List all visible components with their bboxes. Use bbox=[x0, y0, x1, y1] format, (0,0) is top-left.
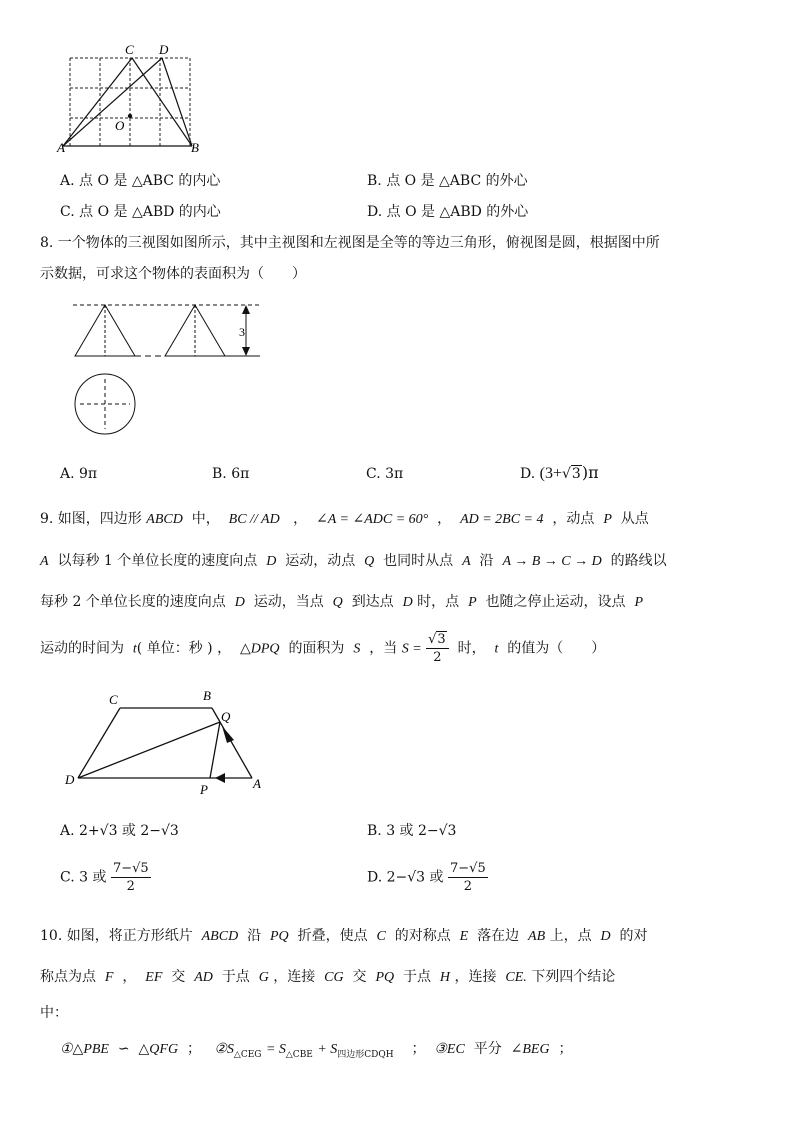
q8-stem-line1: 8. 一个物体的三视图如图所示，其中主视图和左视图是全等的等边三角形，俯视图是圆，根据图中所 bbox=[40, 235, 660, 251]
q9-stem-line2: A 以每秒 1 个单位长度的速度向点 D 运动，动点 Q 也同时从点 A 沿 A → B → C → D 的路线以 bbox=[40, 553, 667, 569]
q9-figure bbox=[60, 686, 270, 798]
q8-option-d-rad: 3 bbox=[571, 466, 581, 482]
fig9-label-c: C bbox=[109, 692, 118, 707]
q9-option-b: B. 3 或 2−√3 bbox=[367, 823, 457, 839]
q9-stem-line4: 运动的时间为 t( 单位：秒 ) ， △DPQ 的面积为 S ，当 S = $\frac{√3}{2}$ 时， t 的值为（ ） bbox=[40, 632, 606, 665]
q7-option-a: A. 点 O 是 △ABC 的内心 bbox=[60, 173, 221, 189]
q9-option-d: D. 2−√3 或 $\frac{7-√5}{2}$ bbox=[367, 861, 486, 894]
fig7-label-o: O bbox=[115, 118, 125, 133]
q7-option-d: D. 点 O 是 △ABD 的外心 bbox=[367, 204, 529, 220]
fig7-label-a: A bbox=[57, 140, 65, 155]
q9-option-c: C. 3 或 $\frac{7-√5}{2}$ bbox=[60, 861, 149, 894]
fig7-label-c: C bbox=[125, 42, 134, 57]
q8-stem-line2: 示数据，可求这个物体的表面积为（ ） bbox=[40, 266, 306, 282]
q9-stem-line3: 每秒 2 个单位长度的速度向点 D 运动，当点 Q 到达点 D 时，点 P 也随之停止运动，设点 P bbox=[40, 594, 644, 610]
fig9-label-b: B bbox=[203, 688, 211, 703]
fig7-label-d: D bbox=[159, 42, 169, 57]
fig9-label-d: D bbox=[65, 772, 75, 787]
fig7-label-b: B bbox=[191, 140, 199, 155]
q7-option-b: B. 点 O 是 △ABC 的外心 bbox=[367, 173, 528, 189]
q8-option-a: A. 9π bbox=[60, 466, 98, 482]
q10-stem-line3: 中： bbox=[40, 1005, 68, 1021]
q10-stem-line2: 称点为点 F ， EF 交 AD 于点 G ，连接 CG 交 PQ 于点 H ，连接 CE. 下列四个结论 bbox=[40, 969, 616, 985]
fig9-label-q: Q bbox=[221, 709, 231, 724]
q8-option-d-open: (3+ bbox=[539, 465, 562, 482]
q8-option-b: B. 6π bbox=[212, 466, 250, 482]
q10-conclusions: ①△PBE ∽ △QFG ； $②S_{\triangle CEG} = S_{\triangle CBE} + S_{四边形CDQH}$ ； ③EC 平分 ∠BEG ； bbox=[60, 1041, 573, 1060]
q9-option-a: A. 2+√3 或 2−√3 bbox=[60, 823, 179, 839]
q9-stem-line1: 9. 如图，四边形 ABCD 中， BC // AD ， ∠A = ∠ADC = 60° ， AD = 2BC = 4 ，动点 P 从点 bbox=[40, 511, 649, 527]
q10-stem-line1: 10. 如图，将正方形纸片 ABCD 沿 PQ 折叠，使点 C 的对称点 E 落在边 AB 上，点 D 的对 bbox=[40, 928, 648, 944]
q8-dim-label: 3 bbox=[239, 325, 245, 339]
q8-figure bbox=[65, 295, 265, 445]
q8-option-d-prefix: D. bbox=[520, 466, 536, 482]
q7-option-c: C. 点 O 是 △ABD 的内心 bbox=[60, 204, 221, 220]
q8-option-d: D. (3+√3)π bbox=[520, 463, 599, 482]
q8-option-d-close: )π bbox=[581, 463, 599, 482]
q7-figure bbox=[55, 40, 215, 158]
fig9-label-p: P bbox=[200, 782, 208, 797]
q8-option-c: C. 3π bbox=[366, 466, 404, 482]
fig9-label-a: A bbox=[253, 776, 261, 791]
